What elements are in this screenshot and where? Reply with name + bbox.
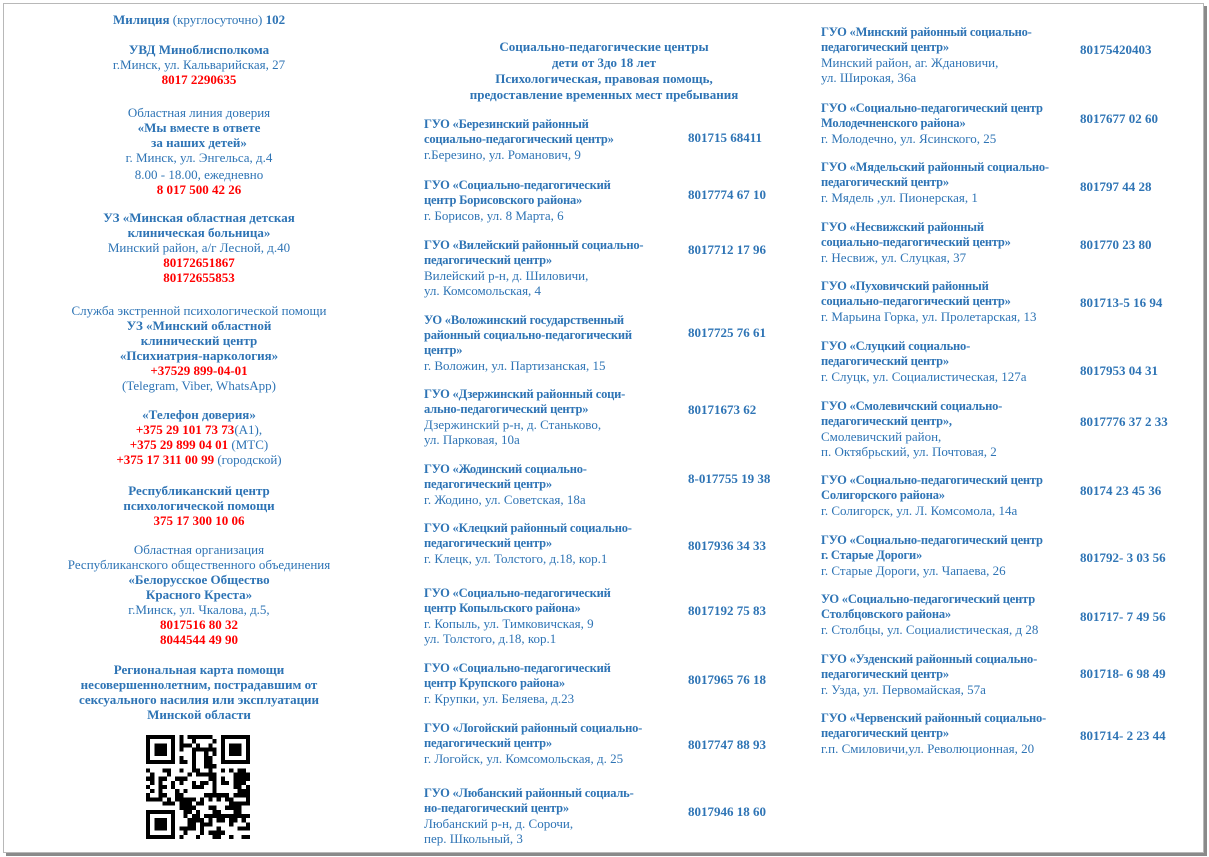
- center-address: г. Крупки, ул. Беляева, д.23: [424, 691, 575, 706]
- center-address: пер. Школьный, 3: [424, 831, 523, 846]
- center-name-line: Столбцовского района»: [821, 607, 951, 621]
- center-entry: [424, 586, 684, 646]
- center-address: г. Копыль, ул. Тимковичская, 9: [424, 616, 594, 631]
- center-name-line: педагогический центр»: [821, 175, 949, 189]
- center-address: г.п. Смиловичи,ул. Революционная, 20: [821, 741, 1035, 756]
- middle-header: Социально-педагогические центры дети от 3до 18 лет Психологическая, правовая помощь, предоставление временных мест пребывания: [469, 39, 739, 102]
- center-phone: 8017192 75 83: [688, 603, 766, 618]
- center-phone: 8017747 88 93: [688, 737, 766, 752]
- center-address: Любанский р-н, д. Сорочи,: [424, 816, 574, 831]
- center-entry: [821, 160, 1081, 205]
- center-name-line: ГУО «Вилейский районный социально-: [424, 238, 644, 252]
- qr-code[interactable]: [146, 735, 250, 839]
- center-address: г. Марьина Горка, ул. Пролетарская, 13: [821, 309, 1037, 324]
- center-name-line: ГУО «Клецкий районный социально-: [424, 521, 632, 535]
- center-phone: 80175420403: [1080, 42, 1152, 57]
- center-address: Смолевичский район,: [821, 429, 942, 444]
- center-name-line: центр»: [424, 343, 463, 357]
- center-phone: 801717- 7 49 56: [1080, 609, 1166, 624]
- center-name-line: ГУО «Слуцкий социально-: [821, 339, 971, 353]
- center-address: г. Молодечно, ул. Ясинского, 25: [821, 131, 997, 146]
- center-entry: [424, 721, 684, 766]
- center-phone: 801713-5 16 94: [1080, 295, 1163, 310]
- center-name-line: ГУО «Узденский районный социально-: [821, 652, 1038, 666]
- center-name-line: Солигорского района»: [821, 488, 945, 502]
- center-phone: 8017965 76 18: [688, 672, 766, 687]
- center-address: ул. Толстого, д.18, кор.1: [424, 631, 557, 646]
- center-name-line: УО «Социально-педагогический центр: [821, 592, 1036, 606]
- center-name-line: ГУО «Пуховичский районный: [821, 279, 989, 293]
- center-name-line: ГУО «Любанский районный социаль-: [424, 786, 634, 800]
- center-name-line: ГУО «Социально-педагогический: [424, 586, 611, 600]
- center-address: Вилейский р-н, д. Шиловичи,: [424, 268, 589, 283]
- center-phone: 801797 44 28: [1080, 179, 1152, 194]
- center-name-line: педагогический центр»: [821, 667, 949, 681]
- center-address: г. Несвиж, ул. Слуцкая, 37: [821, 250, 967, 265]
- center-address: г. Жодино, ул. Советская, 18а: [424, 492, 586, 507]
- center-name-line: педагогический центр»: [424, 736, 552, 750]
- center-address: г. Солигорск, ул. Л. Комсомола, 14а: [821, 503, 1018, 518]
- center-phone: 8017936 34 33: [688, 538, 766, 553]
- center-name-line: педагогический центр»: [424, 253, 552, 267]
- center-phone: 8-017755 19 38: [688, 471, 771, 486]
- center-name-line: социально-педагогический центр»: [821, 294, 1011, 308]
- center-phone: 8017953 04 31: [1080, 363, 1158, 378]
- center-name-line: ГУО «Социально-педагогический центр: [821, 101, 1043, 115]
- center-entry: [424, 661, 684, 706]
- center-name-line: ГУО «Минский районный социально-: [821, 25, 1032, 39]
- center-entry: [821, 279, 1081, 324]
- hospital-block: УЗ «Минская областная детская клиническая больница» Минский район, а/г Лесной, д.40 80172651867 80172655853: [4, 210, 394, 285]
- center-name-line: педагогический центр»: [821, 354, 949, 368]
- center-name-line: социально-педагогический центр»: [424, 132, 614, 146]
- center-address: г. Борисов, ул. 8 Марта, 6: [424, 208, 564, 223]
- hotline-block: «Телефон доверия» +375 29 101 73 73(A1), +375 29 899 04 01 (МТС) +375 17 311 00 99 (городской): [116, 407, 282, 467]
- center-name-line: ально-педагогический центр»: [424, 402, 589, 416]
- center-address: Минский район, аг. Ждановичи,: [821, 55, 999, 70]
- republic-center-block: Республиканский центр психологической помощи 375 17 300 10 06: [4, 483, 394, 528]
- republic-phone: 375 17 300 10 06: [153, 513, 245, 528]
- center-entry: [821, 533, 1081, 578]
- center-phone: 801715 68411: [688, 130, 763, 145]
- center-phone: 801718- 6 98 49: [1080, 666, 1166, 681]
- center-entry: [821, 711, 1081, 756]
- center-entry: [424, 786, 684, 846]
- center-name-line: педагогический центр»,: [821, 414, 952, 428]
- center-phone: 8017946 18 60: [688, 804, 766, 819]
- center-name-line: УО «Воложинский государственный: [424, 313, 624, 327]
- center-name-line: районный социально-педагогический: [424, 328, 632, 342]
- center-name-line: педагогический центр»: [424, 477, 552, 491]
- center-name-line: ГУО «Березинский районный: [424, 117, 589, 131]
- center-name-line: ГУО «Несвижский районный: [821, 220, 984, 234]
- center-address: ул. Парковая, 10а: [424, 432, 520, 447]
- center-address: г. Мядель ,ул. Пионерская, 1: [821, 190, 978, 205]
- center-phone: 8017712 17 96: [688, 242, 766, 257]
- center-entry: [424, 462, 684, 507]
- center-name-line: Молодечненского района»: [821, 116, 966, 130]
- center-address: г.Березино, ул. Романович, 9: [424, 147, 581, 162]
- center-name-line: ГУО «Дзержинский районный соци-: [424, 387, 626, 401]
- center-phone: 80171673 62: [688, 402, 757, 417]
- center-entry: [424, 238, 684, 298]
- center-name-line: ГУО «Социально-педагогический: [424, 661, 611, 675]
- center-name-line: но-педагогический центр»: [424, 801, 569, 815]
- center-entry: [821, 399, 1081, 459]
- center-entry: [821, 473, 1081, 518]
- center-entry: [821, 339, 1081, 384]
- brochure-page: [3, 3, 1204, 853]
- center-phone: 8017677 02 60: [1080, 111, 1158, 126]
- center-entry: [424, 521, 684, 566]
- center-address: ул. Комсомольская, 4: [424, 283, 542, 298]
- hospital-phone-2: 80172655853: [163, 270, 235, 285]
- trust-line-block: Областная линия доверия «Мы вместе в ответе за наших детей» г. Минск, ул. Энгельса, д.4 8.00 - 18.00, ежедневно 8 017 500 42 26: [4, 105, 394, 197]
- center-name-line: ГУО «Жодинский социально-: [424, 462, 587, 476]
- uvd-phone: 8017 2290635: [161, 72, 237, 87]
- trust-line-phone: 8 017 500 42 26: [156, 182, 242, 197]
- center-entry: [424, 387, 684, 447]
- center-entry: [424, 178, 684, 223]
- center-name-line: центр Борисовского района»: [424, 193, 583, 207]
- center-address: ул. Широкая, 36а: [821, 70, 917, 85]
- center-name-line: центр Крупского района»: [424, 676, 565, 690]
- center-name-line: ГУО «Смолевичский социально-: [821, 399, 1003, 413]
- center-name-line: ГУО «Социально-педагогический: [424, 178, 611, 192]
- uvd-block: УВД Миноблисполкома г.Минск, ул. Кальварийская, 27 8017 2290635: [4, 42, 394, 87]
- center-address: г. Клецк, ул. Толстого, д.18, кор.1: [424, 551, 608, 566]
- red-cross-phone-2: 8044544 49 90: [160, 632, 238, 647]
- center-phone: 8017725 76 61: [688, 325, 766, 340]
- center-entry: [821, 652, 1081, 697]
- center-entry: [821, 101, 1081, 146]
- center-name-line: центр Копыльского района»: [424, 601, 581, 615]
- center-name-line: г. Старые Дороги»: [821, 548, 923, 562]
- hospital-phone-1: 80172651867: [163, 255, 235, 270]
- center-phone: 8017776 37 2 33: [1080, 414, 1168, 429]
- center-name-line: педагогический центр»: [821, 40, 949, 54]
- center-address: г. Старые Дороги, ул. Чапаева, 26: [821, 563, 1006, 578]
- red-cross-block: Областная организация Республиканского общественного объединения «Белорусское Общество Красного Креста» г.Минск, ул. Чкалова, д.5, 8017516 80 32 8044544 49 90: [4, 542, 394, 647]
- help-map-block: Региональная карта помощи несовершеннолетним, пострадавшим от сексуального насилия или эксплуатации Минской области: [78, 662, 320, 722]
- center-address: г. Столбцы, ул. Социалистическая, д 28: [821, 622, 1039, 637]
- center-name-line: ГУО «Мядельский районный социально-: [821, 160, 1049, 174]
- center-phone: 8017774 67 10: [688, 187, 766, 202]
- center-address: г. Логойск, ул. Комсомольская, д. 25: [424, 751, 624, 766]
- center-address: г. Узда, ул. Первомайская, 57а: [821, 682, 986, 697]
- psych-block: Служба экстренной психологической помощи УЗ «Минский областной клинический центр «Психиатрия-наркология» +37529 899-04-01 (Telegram, Viber, WhatsApp): [4, 303, 394, 393]
- center-address: Дзержинский р-н, д. Станьково,: [424, 417, 602, 432]
- center-name-line: ГУО «Логойский районный социально-: [424, 721, 643, 735]
- psych-phone: +37529 899-04-01: [150, 363, 248, 378]
- center-phone: 801792- 3 03 56: [1080, 550, 1166, 565]
- center-phone: 801770 23 80: [1080, 237, 1152, 252]
- center-name-line: ГУО «Червенский районный социально-: [821, 711, 1047, 725]
- center-entry: [424, 313, 684, 373]
- center-name-line: педагогический центр»: [821, 726, 949, 740]
- center-name-line: социально-педагогический центр»: [821, 235, 1011, 249]
- center-entry: [821, 25, 1081, 85]
- red-cross-phone-1: 8017516 80 32: [160, 617, 238, 632]
- center-name-line: ГУО «Социально-педагогический центр: [821, 473, 1043, 487]
- center-entry: [821, 592, 1081, 637]
- center-address: г. Слуцк, ул. Социалистическая, 127а: [821, 369, 1027, 384]
- center-name-line: ГУО «Социально-педагогический центр: [821, 533, 1043, 547]
- center-phone: 80174 23 45 36: [1080, 483, 1162, 498]
- center-entry: [424, 117, 684, 162]
- police-block: Милиция (круглосуточно) 102: [112, 12, 286, 27]
- center-phone: 801714- 2 23 44: [1080, 728, 1166, 743]
- center-address: п. Октябрьский, ул. Почтовая, 2: [821, 444, 997, 459]
- center-entry: [821, 220, 1081, 265]
- center-name-line: педагогический центр»: [424, 536, 552, 550]
- center-address: г. Воложин, ул. Партизанская, 15: [424, 358, 606, 373]
